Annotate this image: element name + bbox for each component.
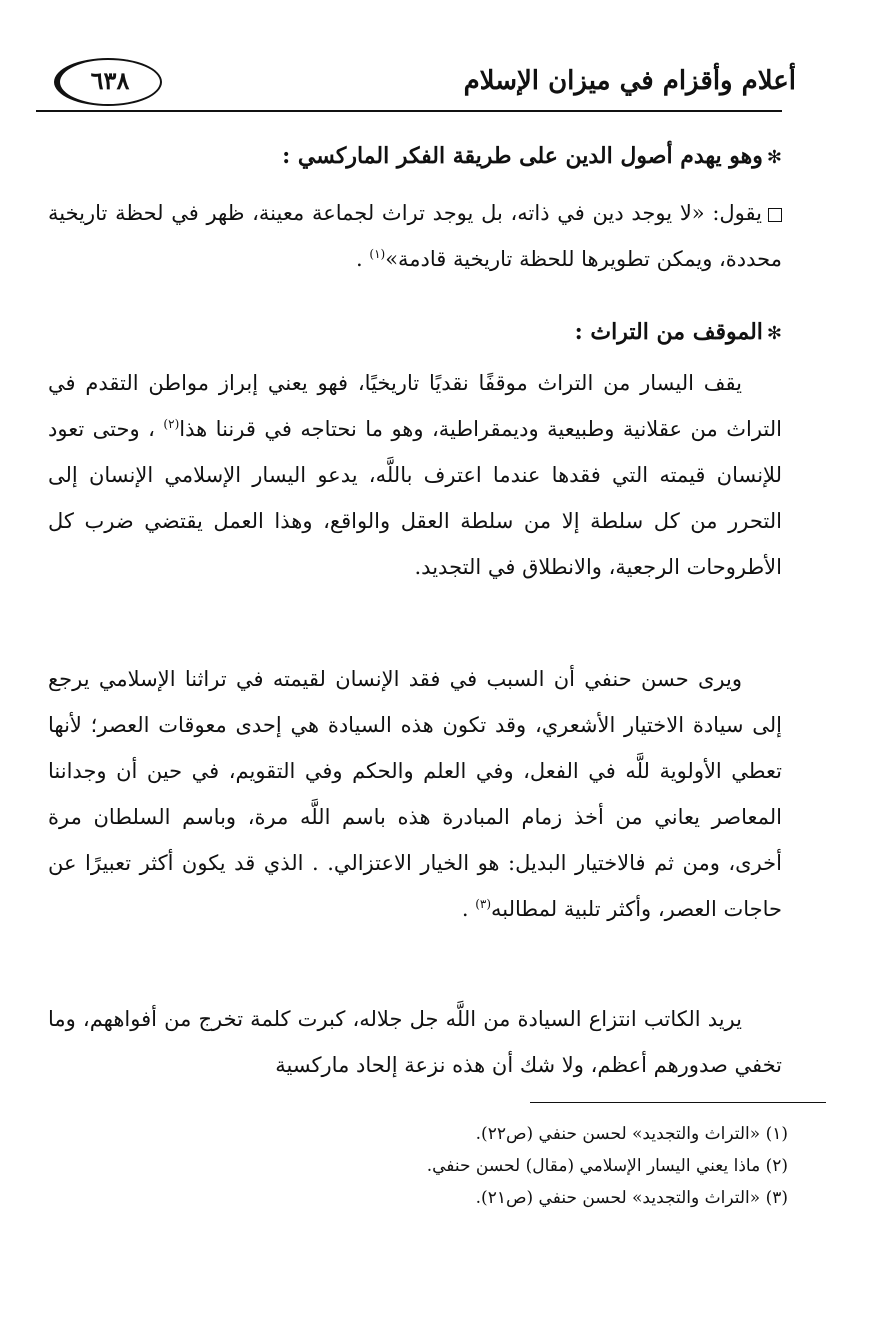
footnote-ref[interactable]: (٣): [475, 897, 492, 911]
running-title: أعلام وأقزام في ميزان الإسلام: [463, 66, 796, 96]
footnote-3: (٣) «التراث والتجديد» لحسن حنفي (ص٢١).: [475, 1188, 788, 1208]
section-marxist: [48, 136, 782, 178]
paragraph-3: يريد الكاتب انتزاع السيادة من اللَّه جل جلاله، كبرت كلمة تخرج من أفواههم، وما تخفي صدورهم أعظم، ولا شك أن هذه نزعة إلحاد ماركسية: [48, 1007, 782, 1077]
asterisk-icon: ✻: [766, 323, 782, 344]
quote-block: [48, 190, 782, 282]
paragraph-2: ويرى حسن حنفي أن السبب في فقد الإنسان لقيمته في تراثنا الإسلامي يرجع إلى سيادة الاختيار الأشعري، وقد تكون هذه السيادة هي إحدى معوقات العصر؛ لأنها تعطي الأولوية للَّه في الفعل، وفي العلم والحكم وفي التقويم، في حين أن وجداننا المعاصر يعاني من أخذ زمام المبادرة هذه باسم اللَّه مرة، وباسم السلطان مرة أخرى، ومن ثم فالاختيار البديل: هو الخيار الاعتزالي. . الذي قد يكون أكثر تعبيرًا عن حاجات العصر، وأكثر تلبية لمطالبه$^{(٣)}$ .: [48, 667, 782, 921]
section-heading: ✻وهو يهدم أصول الدين على طريقة الفكر الماركسي :: [282, 143, 782, 169]
page-number-oval: [54, 58, 162, 106]
page-header: [44, 52, 796, 110]
quote-paragraph: يقول: «لا يوجد دين في ذاته، بل يوجد تراث لجماعة معينة، ظهر في لحظة تاريخية محددة، ويمكن تطويرها للحظة تاريخية قادمة»$^{(١)}$ .: [48, 201, 782, 271]
quote-box-icon: [768, 208, 782, 222]
page-number: ٦٣٨: [90, 66, 130, 95]
section-heading: ✻الموقف من التراث :: [574, 319, 782, 345]
paragraph-1: يقف اليسار من التراث موقفًا نقديًا تاريخيًا، فهو يعني إبراز مواطن التقدم في التراث من عقلانية وطبيعية وديمقراطية، وهو ما نحتاجه في قرننا هذا$^{(٢)}$ ، وحتى تعود للإنسان قيمته التي فقدها عندما اعترف باللَّه، يدعو اليسار الإسلامي الإنسان إلى التحرر من كل سلطة إلا من سلطة العقل والواقع، وهذا العمل يقتضي ضرب كل الأطروحات الرجعية، والانطلاق في التجديد.: [48, 371, 782, 579]
footnote-divider: [530, 1102, 826, 1103]
footnote-1: (١) «التراث والتجديد» لحسن حنفي (ص٢٢).: [475, 1124, 788, 1144]
section-heritage: [48, 312, 782, 354]
header-divider: [36, 110, 782, 112]
footnote-2: (٢) ماذا يعني اليسار الإسلامي (مقال) لحسن حنفي.: [426, 1156, 788, 1176]
footnote-ref[interactable]: (٢): [163, 417, 180, 431]
footnotes: [148, 1118, 788, 1214]
asterisk-icon: ✻: [766, 147, 782, 168]
footnote-ref[interactable]: (١): [369, 247, 386, 261]
